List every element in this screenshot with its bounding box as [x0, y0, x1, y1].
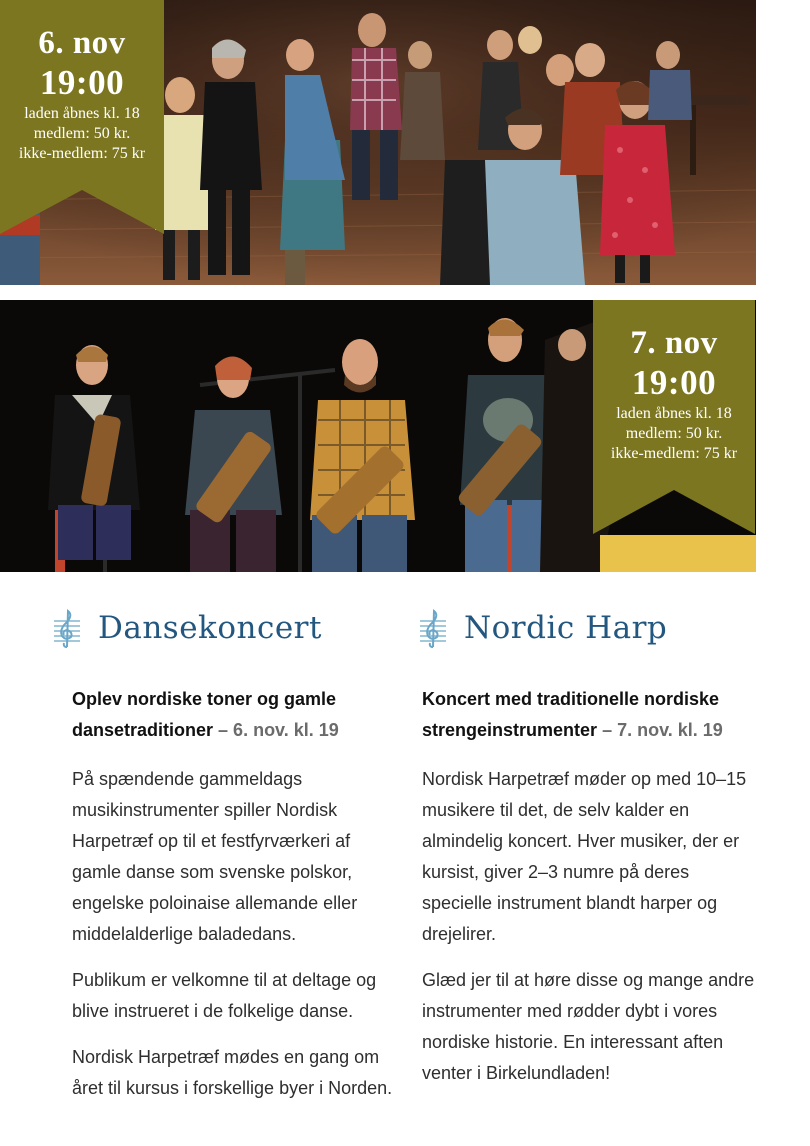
event2-doors: laden åbnes kl. 18 — [616, 405, 732, 422]
event1-when: – 6. nov. kl. 19 — [218, 720, 339, 740]
event2-lead — [422, 684, 760, 746]
event1-date: 6. nov — [38, 25, 126, 61]
event1-paragraph-2: Publikum er velkomne til at deltage og blive instrueret i de folkelige danse. — [72, 970, 377, 1021]
event1-member-price: medlem: 50 kr. — [33, 125, 131, 142]
event2-member-price: medlem: 50 kr. — [625, 425, 723, 442]
treble-clef-icon — [420, 607, 446, 649]
event1-paragraph-3: Nordisk Harpetræf mødes en gang om året til kursus i forskellige byer i Norden. — [72, 1047, 393, 1098]
event2-time: 19:00 — [631, 363, 717, 402]
event2-banner — [593, 300, 755, 534]
event1-title: Dansekoncert — [98, 610, 322, 646]
event1-heading — [54, 604, 394, 652]
event2-column — [420, 604, 760, 1089]
event2-lead-text: Koncert med traditionelle nordiske strengeinstrumenter — [422, 689, 720, 740]
event2-heading — [420, 604, 760, 652]
event1-paragraph-1: På spændende gammeldags musikinstrumenter spiller Nordisk Harpetræf op til et festfyrværkeri af gamle danse som svenske polskor, engelske poloinaise allemande eller middelalderlige baladedans. — [72, 769, 358, 944]
treble-clef-icon — [54, 607, 80, 649]
event2-title: Nordic Harp — [464, 610, 668, 646]
event1-lead — [72, 684, 394, 746]
event1-nonmember-price: ikke-medlem: 75 kr — [18, 145, 146, 162]
event2-nonmember-price: ikke-medlem: 75 kr — [610, 445, 738, 462]
event2-paragraph-1: Nordisk Harpetræf møder op med 10–15 musikere til det, de selv kalder en almindelig koncert. Hver musiker, der er kursist, giver 2–3 numre på deres specielle instrument blandt harper og drejelirer. — [422, 769, 747, 944]
event2-when: – 7. nov. kl. 19 — [602, 720, 723, 740]
event2-date: 7. nov — [630, 325, 718, 361]
event1-time: 19:00 — [39, 63, 125, 102]
event1-lead-text: Oplev nordiske toner og gamle dansetraditioner — [72, 689, 337, 740]
event2-paragraph-2: Glæd jer til at høre disse og mange andre instrumenter med rødder dybt i vores nordiske historie. En interessant aften venter i Birkelundladen! — [422, 970, 755, 1083]
event1-banner — [0, 0, 164, 234]
event1-column — [54, 604, 394, 1104]
event1-doors: laden åbnes kl. 18 — [24, 105, 140, 122]
